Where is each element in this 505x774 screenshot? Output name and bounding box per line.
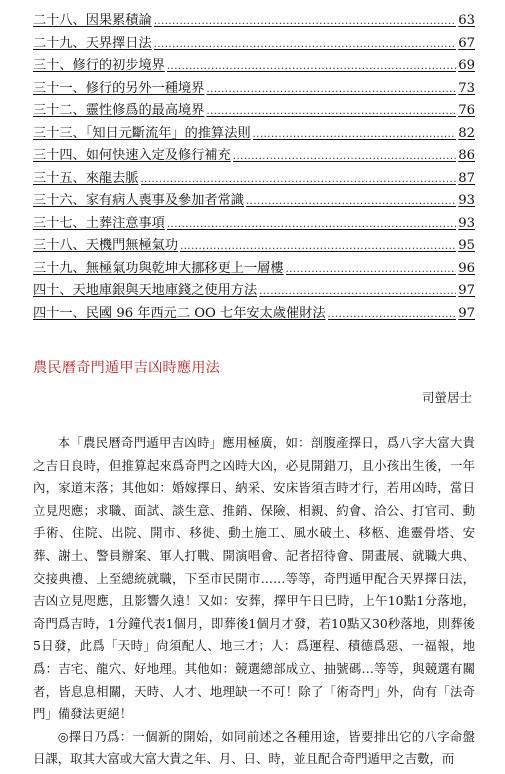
toc-entry-page: 87 [458, 170, 475, 186]
toc-entry [33, 55, 475, 78]
toc-entry-title: 三十八、天機門無極氣功 [33, 238, 179, 253]
toc-entry-page: 86 [458, 148, 475, 163]
toc-entry-title: 四十、天地庫銀與天地庫錢之使用方法 [33, 283, 258, 298]
toc-entry-title: 二十九、天界擇日法 [33, 35, 152, 51]
article-title: 農民曆奇門遁甲吉凶時應用法 [33, 360, 221, 376]
toc-entry-page: 69 [458, 58, 475, 73]
toc-entry [33, 280, 475, 303]
toc-entry-page: 97 [458, 283, 475, 298]
table-of-contents [33, 10, 475, 325]
toc-leader-dots [206, 79, 456, 102]
toc-entry-title: 三十四、如何快速入定及修行補充 [33, 148, 231, 163]
toc-entry-title: 四十一、民國 96 年西元二 OO 七年安太歲催財法 [33, 305, 326, 321]
toc-entry [33, 33, 475, 56]
body-paragraph: ◎擇日乃爲：一個新的開始，如同前述之各種用途，皆要排出它的八字命盤日課，取其大富或大富大貴之年、月、日、時，並且配合奇門遁甲之吉數，而 [33, 728, 475, 767]
toc-entry-page: 67 [458, 35, 475, 51]
toc-leader-dots [154, 11, 457, 34]
toc-leader-dots [154, 34, 457, 57]
body-paragraph: 本「農民曆奇門遁甲吉凶時」應用極廣，如：剖腹產擇日，爲八字大富大貴之吉日良時，但推算起來爲奇門之凶時大凶，必見開錯刀，且小孩出生後，一年內，家道末落；其他如：婚嫁擇日、納采、安床皆須吉時才行，若用凶時，當日立見咫應；求職、面試、談生意、推銷、保險、相親、約會、洽公、打官司、動手術、住院、出院、開市、移徙、動土施工、風水破土、移柩、進靈骨塔、安葬、謝土、警員辦案、軍人打戰、開演唱會、記者招待會、開畫展、就職大典、交接典禮、上至總統就職，下至市民開市……等等，奇門遁甲配合天界擇日法，吉凶立見咫應，且影響久遠！又如：安葬，擇甲午日巳時，上午10點1分落地，奇門爲吉時，1分鐘代表1個月，即葬後1個月才發，若10點又30秒落地，則葬後5日發，此爲「天時」尙須配人、地三才；人：爲運程、積德爲惡、一福報，地爲：吉宅、龍穴、好地理。其他如：競選總部成立、抽號碼…等等，與競選有關者，皆息息相關，天時、人才、地理缺一不可！除了「術奇門」外，尙有「法奇門」備發法更絕！ [33, 435, 475, 722]
toc-leader-dots [180, 236, 456, 259]
toc-entry-page: 73 [458, 80, 475, 96]
toc-entry [33, 190, 475, 213]
toc-leader-dots [328, 304, 457, 327]
toc-entry [33, 100, 475, 123]
toc-entry-title: 三十六、家有病人喪事及參加者常識 [33, 193, 244, 208]
toc-entry-title: 三十一、修行的另外一種境界 [33, 80, 205, 96]
toc-entry-page: 95 [458, 238, 475, 253]
toc-leader-dots [253, 124, 457, 147]
toc-entry [33, 78, 475, 101]
toc-entry-title: 三十五、來龍去脈 [33, 170, 139, 186]
toc-leader-dots [141, 169, 457, 192]
toc-entry-title: 三十、修行的初步境界 [33, 58, 165, 73]
toc-entry-page: 93 [458, 215, 475, 231]
toc-entry [33, 10, 475, 33]
toc-entry-page: 63 [458, 13, 475, 28]
author-byline: 司螢居士 [421, 390, 472, 405]
toc-entry-page: 82 [458, 125, 475, 141]
toc-leader-dots [167, 214, 456, 237]
toc-entry [33, 145, 475, 168]
toc-entry [33, 168, 475, 191]
toc-entry-page: 93 [458, 193, 475, 208]
toc-entry [33, 123, 475, 146]
toc-entry-title: 三十九、無極氣功與乾坤大挪移更上一層樓 [33, 260, 284, 276]
toc-leader-dots [233, 146, 456, 169]
toc-leader-dots [167, 56, 456, 79]
toc-leader-dots [206, 101, 456, 124]
toc-entry-page: 96 [458, 260, 475, 276]
toc-entry [33, 213, 475, 236]
toc-entry-title: 三十二、靈性修爲的最高境界 [33, 103, 205, 118]
toc-entry [33, 258, 475, 281]
article-body [33, 432, 475, 771]
toc-entry-title: 三十七、土葬注意事項 [33, 215, 165, 231]
toc-entry [33, 303, 475, 326]
toc-entry-title: 三十三、「知日元斷流年」的推算法則 [33, 125, 251, 141]
toc-leader-dots [246, 191, 456, 214]
toc-leader-dots [259, 281, 456, 304]
toc-leader-dots [286, 259, 457, 282]
toc-entry-page: 97 [458, 305, 475, 321]
toc-entry [33, 235, 475, 258]
toc-entry-page: 76 [458, 103, 475, 118]
toc-entry-title: 二十八、因果累積論 [33, 13, 152, 28]
